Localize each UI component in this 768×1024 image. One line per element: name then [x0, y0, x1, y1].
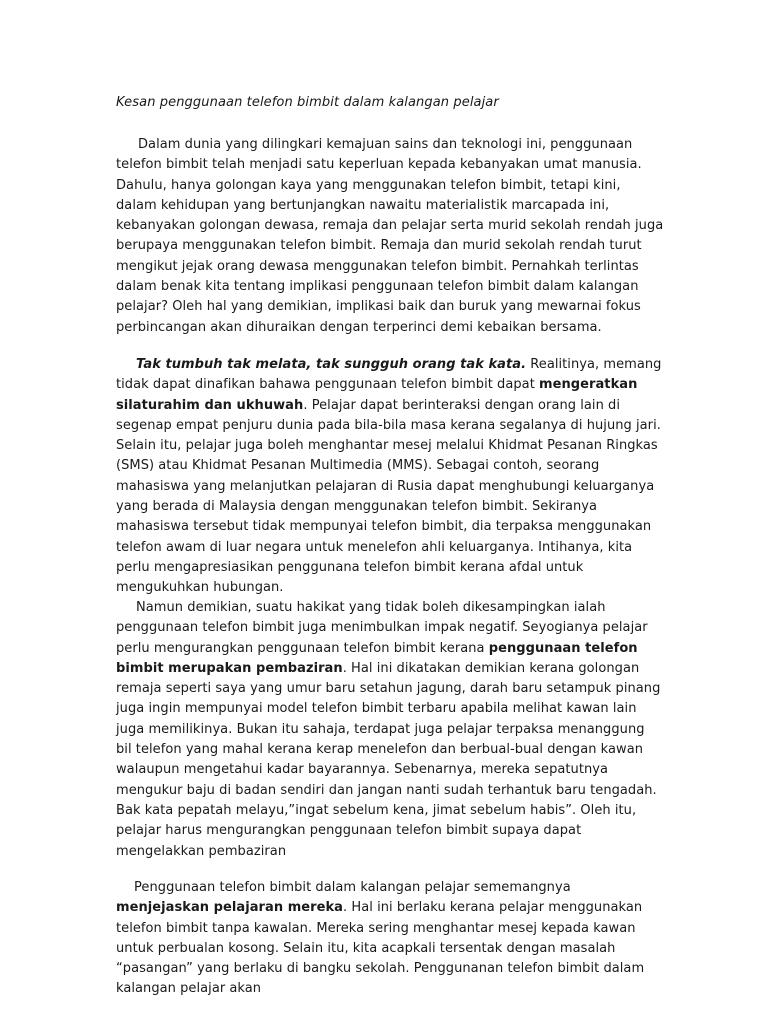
paragraph-positive-impact	[116, 355, 664, 599]
paragraph-text: Namun demikian, suatu hakikat yang tidak boleh dikesampingkan ialah penggunaan telefon bimbit juga menimbulkan impak negatif. Seyogianya pelajar perlu mengurangkan penggunaan telefon bimbit kerana	[116, 600, 648, 656]
paragraph-introduction	[116, 135, 664, 338]
key-point-text: penggunaan telefon bimbit merupakan pembaziran	[116, 640, 638, 676]
key-point-text: menjejaskan pelajaran mereka	[116, 900, 344, 916]
paragraph-text: Realitinya, memang tidak dapat dinafikan bahawa penggunaan telefon bimbit dapat	[116, 357, 662, 393]
document-title: Kesan penggunaan telefon bimbit dalam kalangan pelajar	[116, 95, 499, 110]
key-point-text: mengeratkan silaturahim dan ukhuwah	[116, 377, 638, 413]
paragraph-wastage	[116, 598, 664, 862]
paragraph-text: Penggunaan telefon bimbit dalam kalangan pelajar sememangnya	[134, 880, 571, 895]
proverb-text: Tak tumbuh tak melata, tak sungguh orang tak kata.	[136, 357, 527, 372]
paragraph-studies-affected	[116, 878, 664, 1000]
paragraph-text: . Pelajar dapat berinteraksi dengan orang lain di segenap empat penjuru dunia pada bila-bila masa kerana segalanya di hujung jari. Selain itu, pelajar juga boleh menghantar mesej melalui Khidmat Pesanan Ringkas (SMS) atau Khidmat Pesanan Multimedia (MMS). Sebagai contoh, seorang mahasiswa yang melanjutkan pelajaran di Rusia dapat menghubungi keluarganya yang berada di Malaysia dengan menggunakan telefon bimbit. Sekiranya mahasiswa tersebut tidak mempunyai telefon bimbit, dia terpaksa menggunakan telefon awam di luar negara untuk menelefon ahli keluarganya. Intihanya, kita perlu mengapresiasikan penggunana telefon bimbit kerana afdal untuk mengukuhkan hubungan.	[116, 397, 661, 596]
paragraph-text: . Hal ini dikatakan demikian kerana golongan remaja seperti saya yang umur baru setahun jagung, darah baru setampuk pinang juga ingin mempunyai model telefon bimbit terbaru apabila melihat kawan lain juga memilikinya. Bukan itu sahaja, terdapat juga pelajar terpaksa menanggung bil telefon yang mahal kerana kerap menelefon dan berbual-bual dengan kawan walaupun mengetahui kadar bayarannya. Sebenarnya, mereka sepatutnya mengukur baju di badan sendiri dan jangan nanti sudah terhantuk baru tengadah. Bak kata pepatah melayu,”ingat sebelum kena, jimat sebelum habis”. Oleh itu, pelajar harus mengurangkan penggunaan telefon bimbit supaya dapat mengelakkan pembaziran	[116, 660, 661, 859]
paragraph-text: Dalam dunia yang dilingkari kemajuan sains dan teknologi ini, penggunaan telefon bimbit telah menjadi satu keperluan kepada kebanyakan umat manusia. Dahulu, hanya golongan kaya yang menggunakan telefon bimbit, tetapi kini, dalam kehidupan yang bertunjangkan nawaitu materialistik marcapada ini, kebanyakan golongan dewasa, remaja dan pelajar serta murid sekolah rendah juga berupaya menggunakan telefon bimbit. Remaja dan murid sekolah rendah turut mengikut jejak orang dewasa menggunakan telefon bimbit. Pernahkah terlintas dalam benak kita tentang implikasi penggunaan telefon bimbit dalam kalangan pelajar? Oleh hal yang demikian, implikasi baik dan buruk yang mewarnai fokus perbincangan akan dihuraikan dengan terperinci demi kebaikan bersama.	[116, 137, 664, 335]
paragraph-text: . Hal ini berlaku kerana pelajar menggunakan telefon bimbit tanpa kawalan. Mereka sering menghantar mesej kepada kawan untuk perbualan kosong. Selain itu, kita acapkali tersentak dengan masalah “pasangan” yang berlaku di bangku sekolah. Penggunanan telefon bimbit dalam kalangan pelajar akan	[116, 900, 645, 997]
